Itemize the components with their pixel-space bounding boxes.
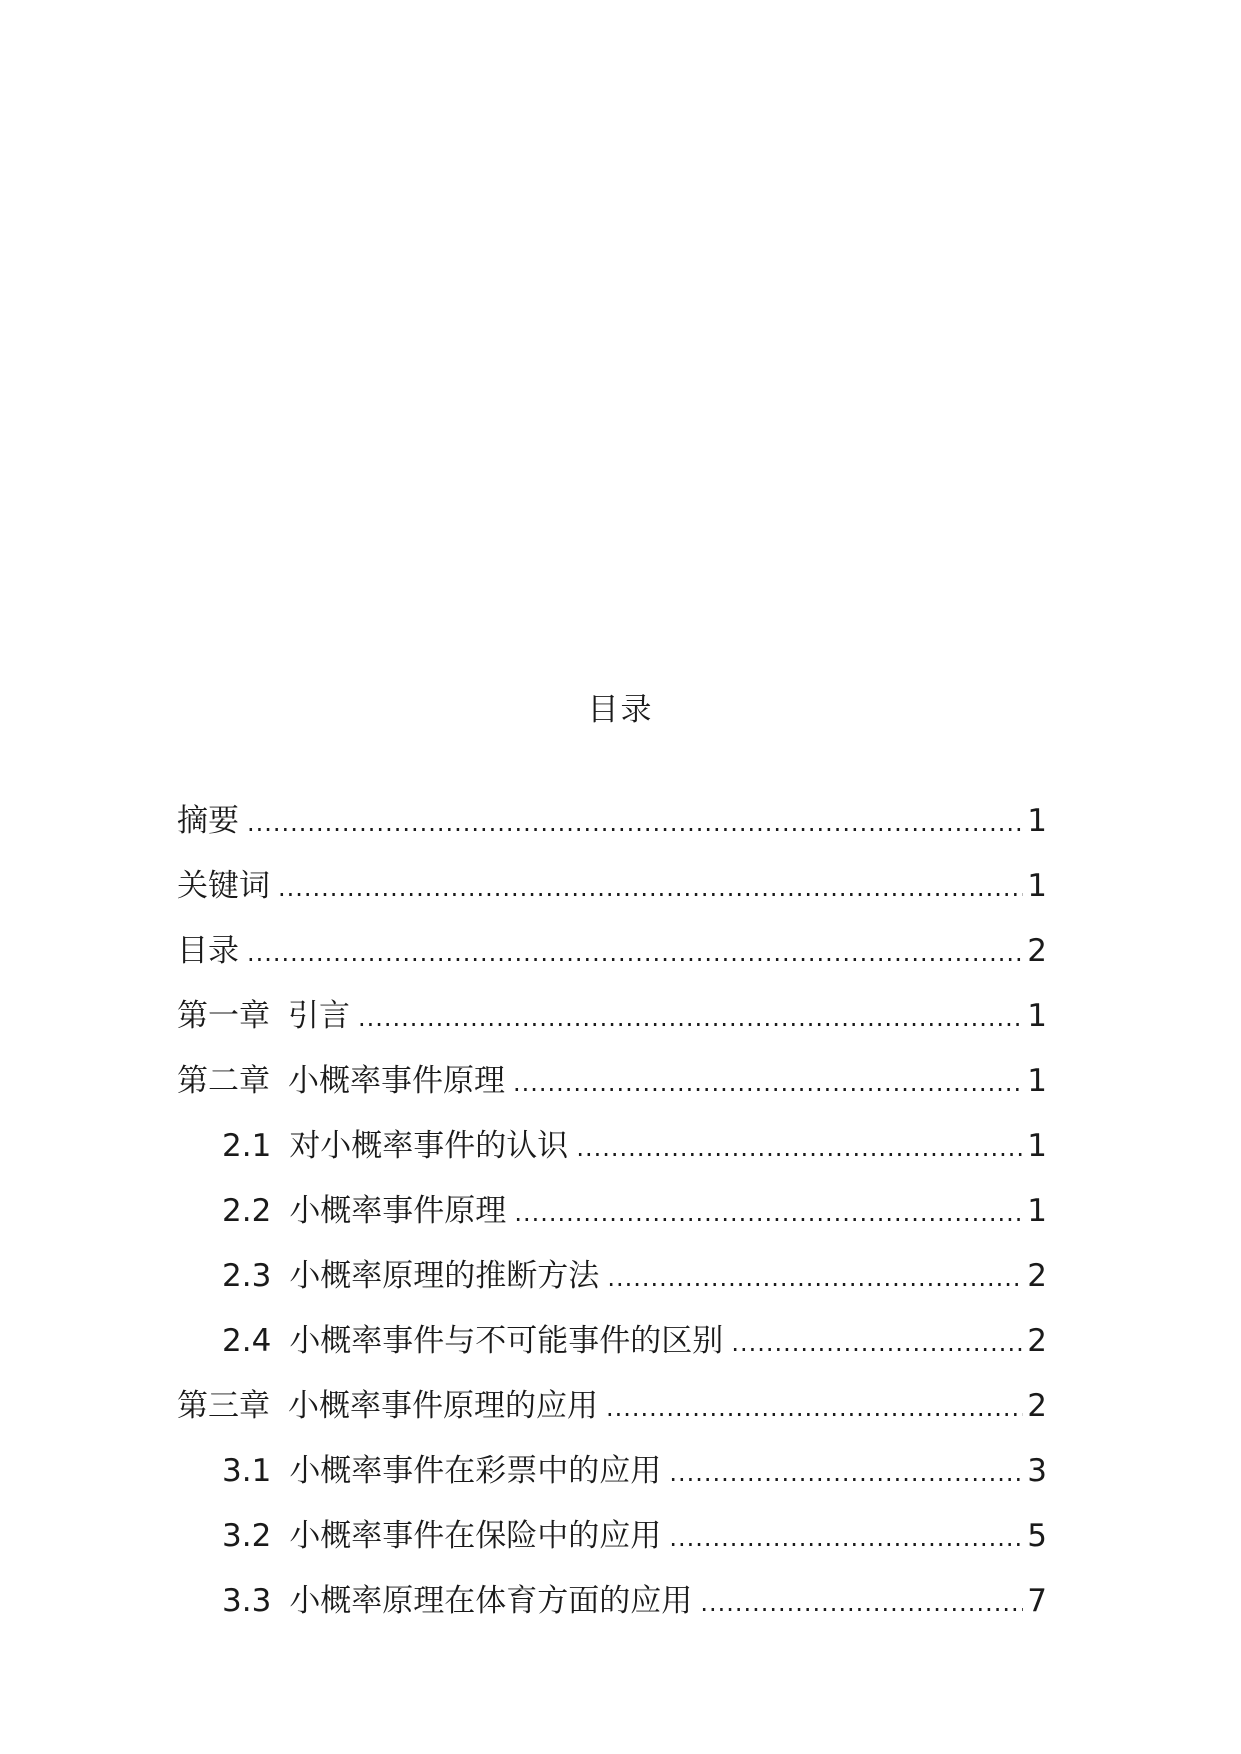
toc-page-number: 2 xyxy=(1027,1388,1047,1424)
toc-page-number: 2 xyxy=(1027,933,1047,969)
toc-entry-chapter-2[interactable] xyxy=(177,1061,1047,1126)
toc-dot-leader xyxy=(513,1063,1023,1103)
toc-entry-keywords[interactable] xyxy=(177,866,1047,931)
toc-entry-number: 3.2 xyxy=(222,1518,272,1554)
toc-dot-leader xyxy=(669,1453,1023,1493)
toc-page-number: 1 xyxy=(1027,803,1047,839)
toc-entry-text: 目录 xyxy=(177,933,239,969)
toc-entry-number: 3.3 xyxy=(222,1583,272,1619)
toc-entry-text: 小概率事件原理的应用 xyxy=(288,1388,598,1424)
toc-page-number: 2 xyxy=(1027,1258,1047,1294)
toc-entry-section-3-2[interactable] xyxy=(177,1516,1047,1581)
toc-entry-text: 对小概率事件的认识 xyxy=(289,1128,569,1164)
toc-entry-section-3-1[interactable] xyxy=(177,1451,1047,1516)
toc-dot-leader xyxy=(669,1518,1023,1558)
toc-page-number: 1 xyxy=(1027,1063,1047,1099)
toc-entry-text: 关键词 xyxy=(177,868,270,904)
toc-entry-text: 小概率事件在保险中的应用 xyxy=(289,1518,662,1554)
toc-entry-section-2-2[interactable] xyxy=(177,1191,1047,1256)
toc-entry-text: 小概率事件原理 xyxy=(288,1063,505,1099)
toc-dot-leader xyxy=(731,1323,1023,1363)
toc-dot-leader xyxy=(278,868,1023,908)
toc-dot-leader xyxy=(606,1388,1023,1428)
toc-entry-number: 第三章 xyxy=(177,1388,270,1424)
toc-entry-text: 小概率事件在彩票中的应用 xyxy=(289,1453,662,1489)
toc-page-number: 2 xyxy=(1027,1323,1047,1359)
toc-entry-number: 3.1 xyxy=(222,1453,272,1489)
toc-entry-number: 第一章 xyxy=(177,998,270,1034)
toc-page-number: 7 xyxy=(1027,1583,1047,1619)
toc-entry-number: 第二章 xyxy=(177,1063,270,1099)
toc-page-number: 1 xyxy=(1027,1193,1047,1229)
toc-dot-leader xyxy=(358,998,1023,1038)
toc-page-number: 1 xyxy=(1027,868,1047,904)
toc-page-number: 1 xyxy=(1027,1128,1047,1164)
toc-entry-text: 小概率原理的推断方法 xyxy=(289,1258,600,1294)
toc-dot-leader xyxy=(607,1258,1023,1298)
toc-entry-chapter-3[interactable] xyxy=(177,1386,1047,1451)
toc-entry-chapter-1[interactable] xyxy=(177,996,1047,1061)
toc-dot-leader xyxy=(247,803,1023,843)
toc-title: 目录 xyxy=(587,692,654,728)
toc-page-number: 3 xyxy=(1027,1453,1047,1489)
toc-entry-section-3-3[interactable] xyxy=(177,1581,1047,1646)
toc-dot-leader xyxy=(700,1583,1023,1623)
toc-entry-text: 小概率事件原理 xyxy=(289,1193,507,1229)
toc-entry-number: 2.1 xyxy=(222,1128,272,1164)
toc-page-number: 1 xyxy=(1027,998,1047,1034)
toc-entry-section-2-3[interactable] xyxy=(177,1256,1047,1321)
toc-entry-text: 小概率原理在体育方面的应用 xyxy=(289,1583,693,1619)
table-of-contents xyxy=(177,801,1047,1646)
toc-page-number: 5 xyxy=(1027,1518,1047,1554)
toc-dot-leader xyxy=(247,933,1023,973)
toc-entry-number: 2.2 xyxy=(222,1193,272,1229)
toc-entry-contents[interactable] xyxy=(177,931,1047,996)
toc-entry-text: 摘要 xyxy=(177,803,239,839)
toc-dot-leader xyxy=(514,1193,1023,1233)
toc-dot-leader xyxy=(576,1128,1023,1168)
toc-entry-section-2-1[interactable] xyxy=(177,1126,1047,1191)
toc-entry-text: 引言 xyxy=(288,998,350,1034)
toc-entry-number: 2.4 xyxy=(222,1323,272,1359)
toc-entry-number: 2.3 xyxy=(222,1258,272,1294)
toc-entry-section-2-4[interactable] xyxy=(177,1321,1047,1386)
toc-entry-text: 小概率事件与不可能事件的区别 xyxy=(289,1323,724,1359)
toc-entry-abstract[interactable] xyxy=(177,801,1047,866)
